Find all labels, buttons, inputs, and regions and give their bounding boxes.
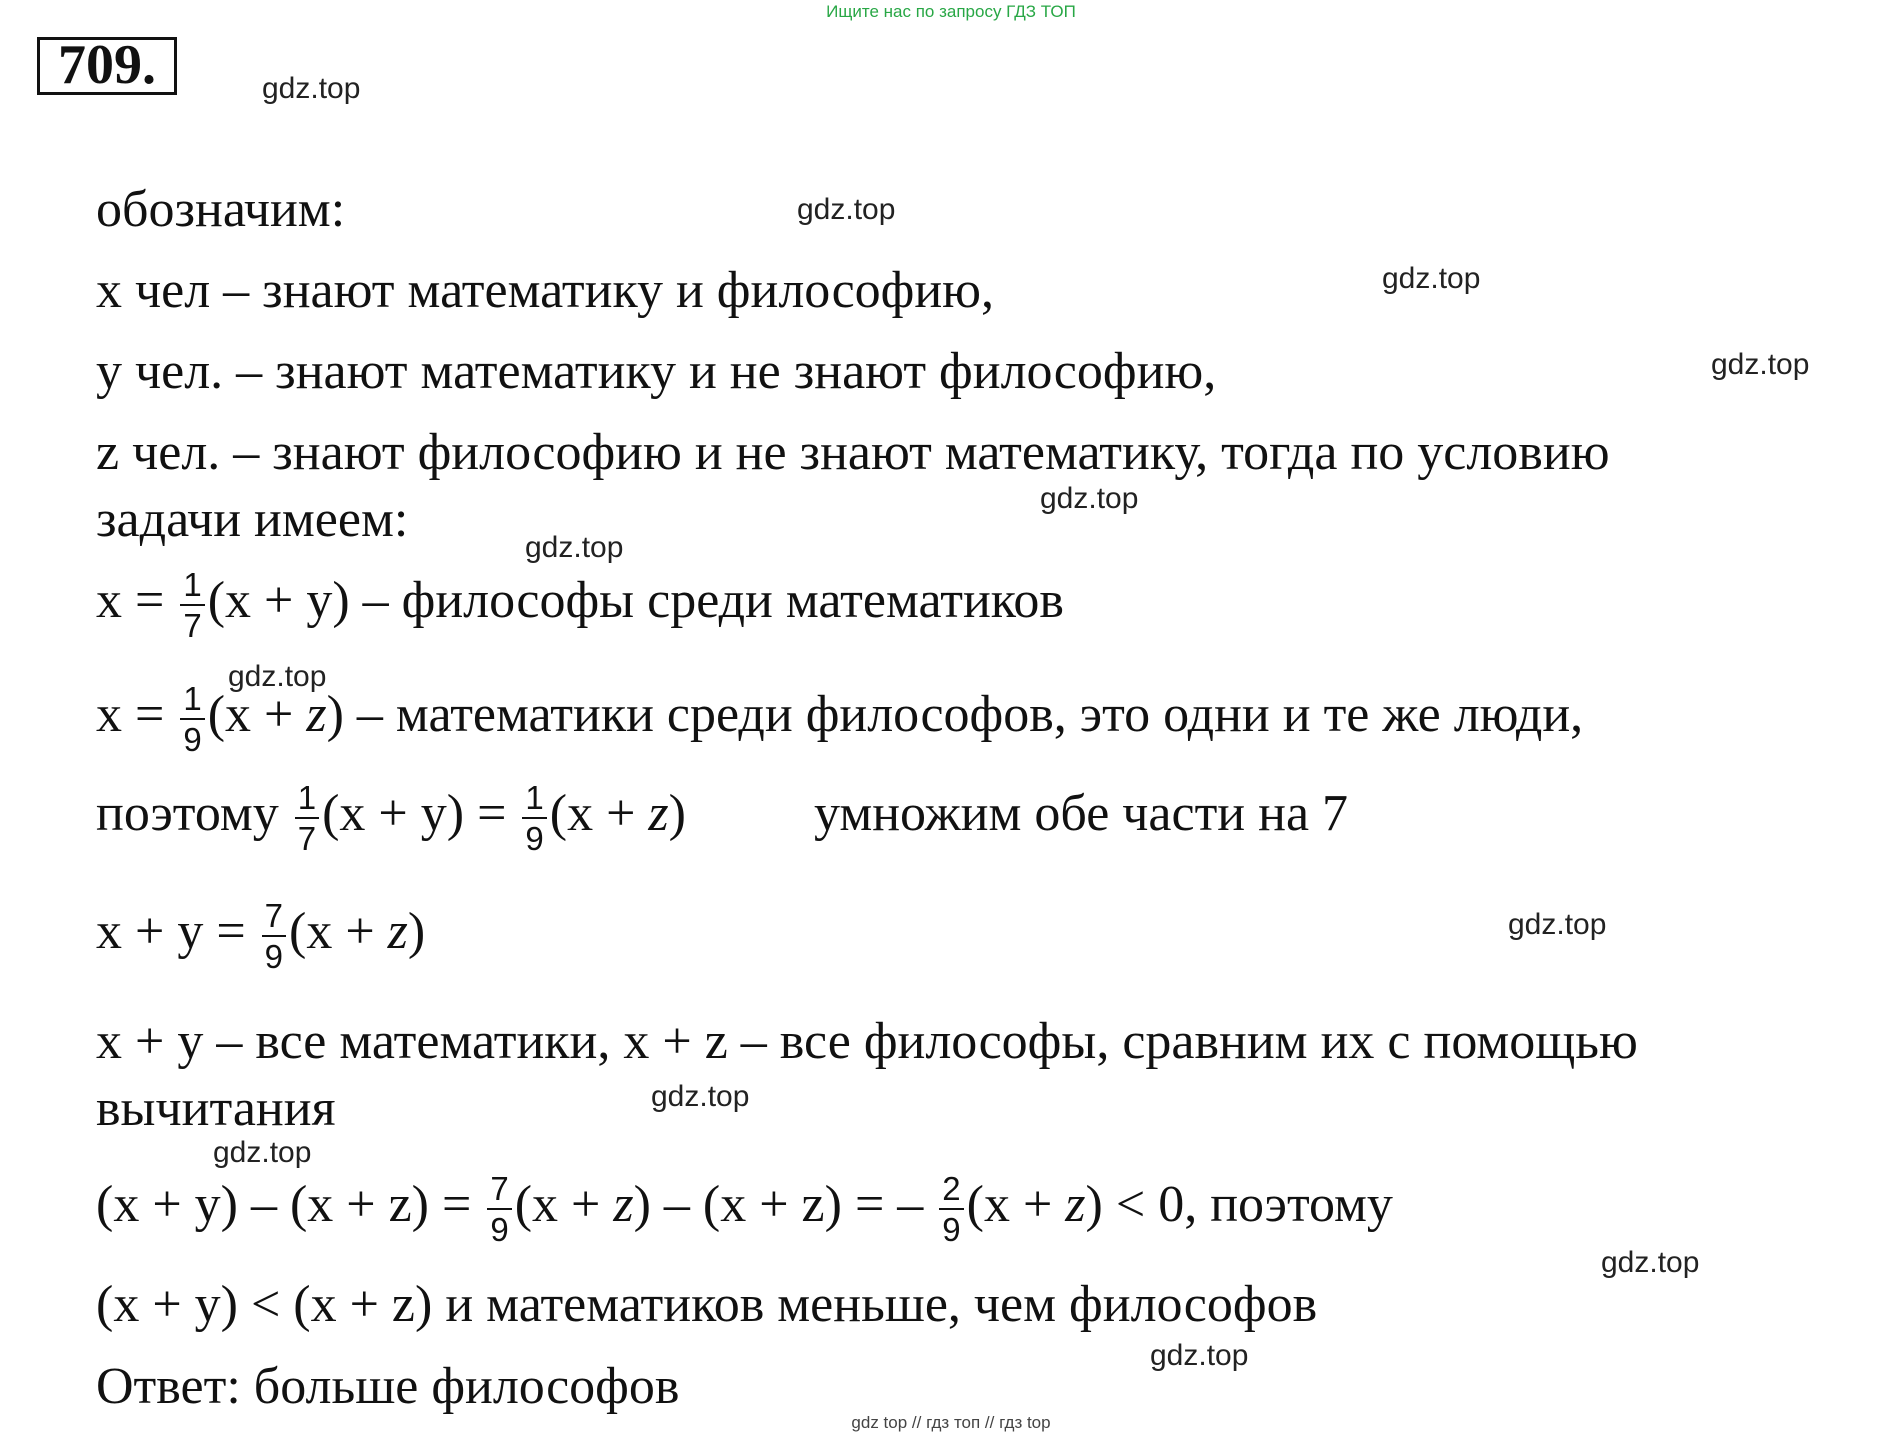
equation-4 xyxy=(96,899,425,973)
fraction-seven-ninths: $\frac{7}{9}$ xyxy=(262,899,286,973)
watermark: gdz.top xyxy=(797,193,896,226)
equation-2 xyxy=(96,682,1583,756)
equation-4-lhs: x + y = xyxy=(96,902,246,960)
equation-4-close: ) xyxy=(407,902,426,960)
intro-line: обозначим: xyxy=(96,181,346,238)
conclusion-line: (x + y) < (x + z) и математиков меньше, чем философов xyxy=(96,1276,1318,1333)
equation-3-close: ) xyxy=(668,784,686,842)
fraction-one-ninth: $\frac{1}{9}$ xyxy=(522,781,546,855)
watermark: gdz.top xyxy=(1382,262,1481,295)
variable-z: z xyxy=(1065,1175,1086,1233)
fraction-two-ninths: $\frac{2}{9}$ xyxy=(939,1172,963,1246)
definition-y: y чел. – знают математику и не знают философию, xyxy=(96,343,1217,400)
watermark: gdz.top xyxy=(651,1080,750,1113)
watermark: gdz.top xyxy=(1601,1246,1700,1279)
watermark: gdz.top xyxy=(228,660,327,693)
equation-1-rhs: (x + y) – философы среди математиков xyxy=(207,571,1064,629)
sum-line-continued: вычитания xyxy=(96,1080,336,1137)
definition-x: x чел – знают математику и философию, xyxy=(96,262,995,319)
sum-line: x + y – все математики, x + z – все философы, сравним их с помощью xyxy=(96,1013,1638,1070)
equation-5-paren: (x + xyxy=(514,1175,614,1233)
equation-2-paren: (x + xyxy=(207,685,307,743)
fraction-one-seventh: $\frac{1}{7}$ xyxy=(295,781,319,855)
definition-z: z чел. – знают философию и не знают математику, тогда по условию xyxy=(96,424,1610,481)
answer-line: Ответ: больше философов xyxy=(96,1358,680,1415)
equation-1 xyxy=(96,568,1064,642)
watermark: gdz.top xyxy=(525,531,624,564)
fraction-one-seventh: $\frac{1}{7}$ xyxy=(180,568,204,642)
equation-2-lhs: x = xyxy=(96,685,165,743)
equation-5 xyxy=(96,1172,1393,1246)
variable-z: z xyxy=(387,902,408,960)
watermark: gdz.top xyxy=(1150,1339,1249,1372)
equation-5-rhs: ) < 0, поэтому xyxy=(1085,1175,1393,1233)
footer-watermark: gdz top // гдз топ // гдз top xyxy=(851,1413,1051,1432)
equation-3-note: умножим обе части на 7 xyxy=(814,784,1349,842)
equation-1-lhs: x = xyxy=(96,571,165,629)
equation-5-paren-2: (x + xyxy=(966,1175,1066,1233)
equation-5-middle: ) – (x + z) = – xyxy=(633,1175,924,1233)
variable-z: z xyxy=(648,784,669,842)
variable-z: z xyxy=(613,1175,634,1233)
definition-z-continued: задачи имеем: xyxy=(96,491,409,548)
watermark: gdz.top xyxy=(1040,482,1139,515)
equation-5-lhs: (x + y) – (x + z) = xyxy=(96,1175,472,1233)
equation-2-rhs: ) – математики среди философов, это одни и те же люди, xyxy=(326,685,1584,743)
equation-3-middle: (x + y) = xyxy=(322,784,507,842)
equation-4-paren: (x + xyxy=(289,902,388,960)
watermark: gdz.top xyxy=(1711,348,1810,381)
watermark: gdz.top xyxy=(1508,908,1607,941)
variable-z: z xyxy=(306,685,327,743)
problem-number: 709. xyxy=(37,37,177,95)
watermark: gdz.top xyxy=(262,72,361,105)
search-banner: Ищите нас по запросу ГДЗ ТОП xyxy=(826,2,1076,21)
watermark: gdz.top xyxy=(213,1136,312,1169)
fraction-one-ninth: $\frac{1}{9}$ xyxy=(180,682,204,756)
equation-3 xyxy=(96,781,1348,855)
equation-3-paren: (x + xyxy=(549,784,649,842)
fraction-seven-ninths: $\frac{7}{9}$ xyxy=(487,1172,511,1246)
equation-3-prefix: поэтому xyxy=(96,784,279,842)
